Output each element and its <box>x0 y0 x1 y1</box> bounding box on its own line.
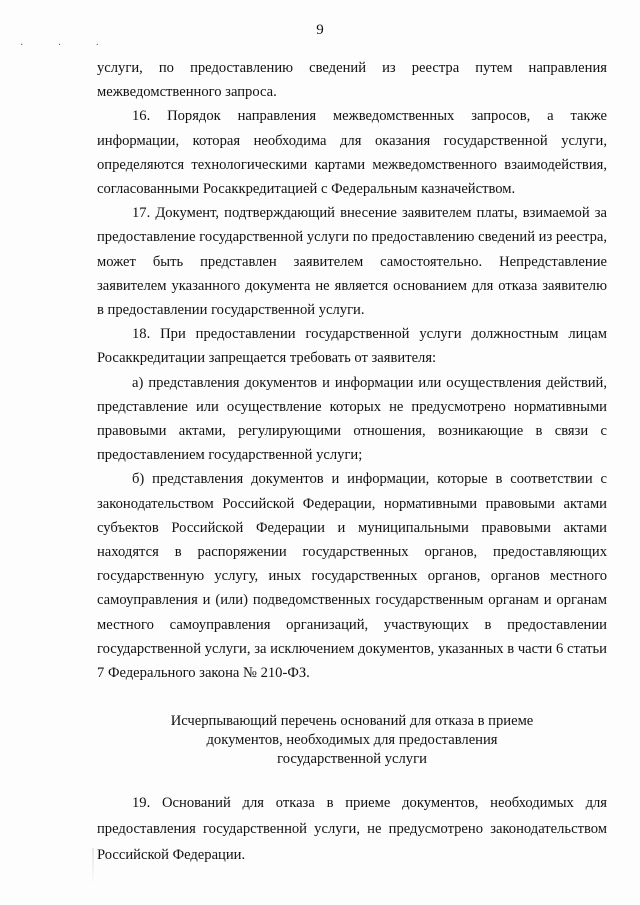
scan-margin-artifact <box>92 848 94 888</box>
paragraph-15-continuation: услуги, по предоставлению сведений из реестра путем направления межведомственного запроса. <box>97 60 607 101</box>
section-heading-line-3: государственной услуги <box>277 751 427 768</box>
scan-artifact-dots: · · · <box>20 40 115 51</box>
paragraph-19: 19. Оснований для отказа в приеме документов, необходимых для предоставления государственной услуги, не предусмотрено законодательством Российской Федерации. <box>97 795 607 864</box>
paragraph-18: 18. При предоставлении государственной услуги должностным лицам Росаккредитации запрещается требовать от заявителя: <box>97 326 607 367</box>
document-body <box>97 56 607 868</box>
paragraph-18-item-b: б) представления документов и информации, которые в соответствии с законодательством Российской Федерации, нормативными правовыми актами субъектов Российской Федерации и муниципальными правовыми актами находятся в распоряжении государственных органов, предоставляющих государственную услугу, иных государственных органов, органов местного самоуправления и (или) подведомственных государственным органам и органам местного самоуправления организаций, участвующих в предоставлении государственной услуги, за исключением документов, указанных в части 6 статьи 7 Федерального закона № 210-ФЗ. <box>97 471 607 682</box>
paragraph-16: 16. Порядок направления межведомственных запросов, а также информации, которая необходима для оказания государственной услуги, определяются технологическими картами межведомственного взаимодействия, согласованными Росаккредитацией с Федеральным казначейством. <box>97 108 607 198</box>
section-heading <box>97 712 607 769</box>
page-number: 9 <box>316 22 324 38</box>
paragraph-17: 17. Документ, подтверждающий внесение заявителем платы, взимаемой за предоставление государственной услуги по предоставлению сведений из реестра, может быть представлен заявителем самостоятельно. Непредставление заявителем указанного документа не является основанием для отказа заявителю в предоставлении государственной услуги. <box>97 205 607 319</box>
section-heading-line-2: документов, необходимых для предоставления <box>206 732 498 749</box>
section-heading-line-1: Исчерпывающий перечень оснований для отказа в приеме <box>170 713 534 730</box>
paragraph-18-item-a: а) представления документов и информации или осуществления действий, представление или осуществление которых не предусмотрено нормативными правовыми актами, регулирующими отношения, возникающие в связи с предоставлением государственной услуги; <box>97 374 607 464</box>
